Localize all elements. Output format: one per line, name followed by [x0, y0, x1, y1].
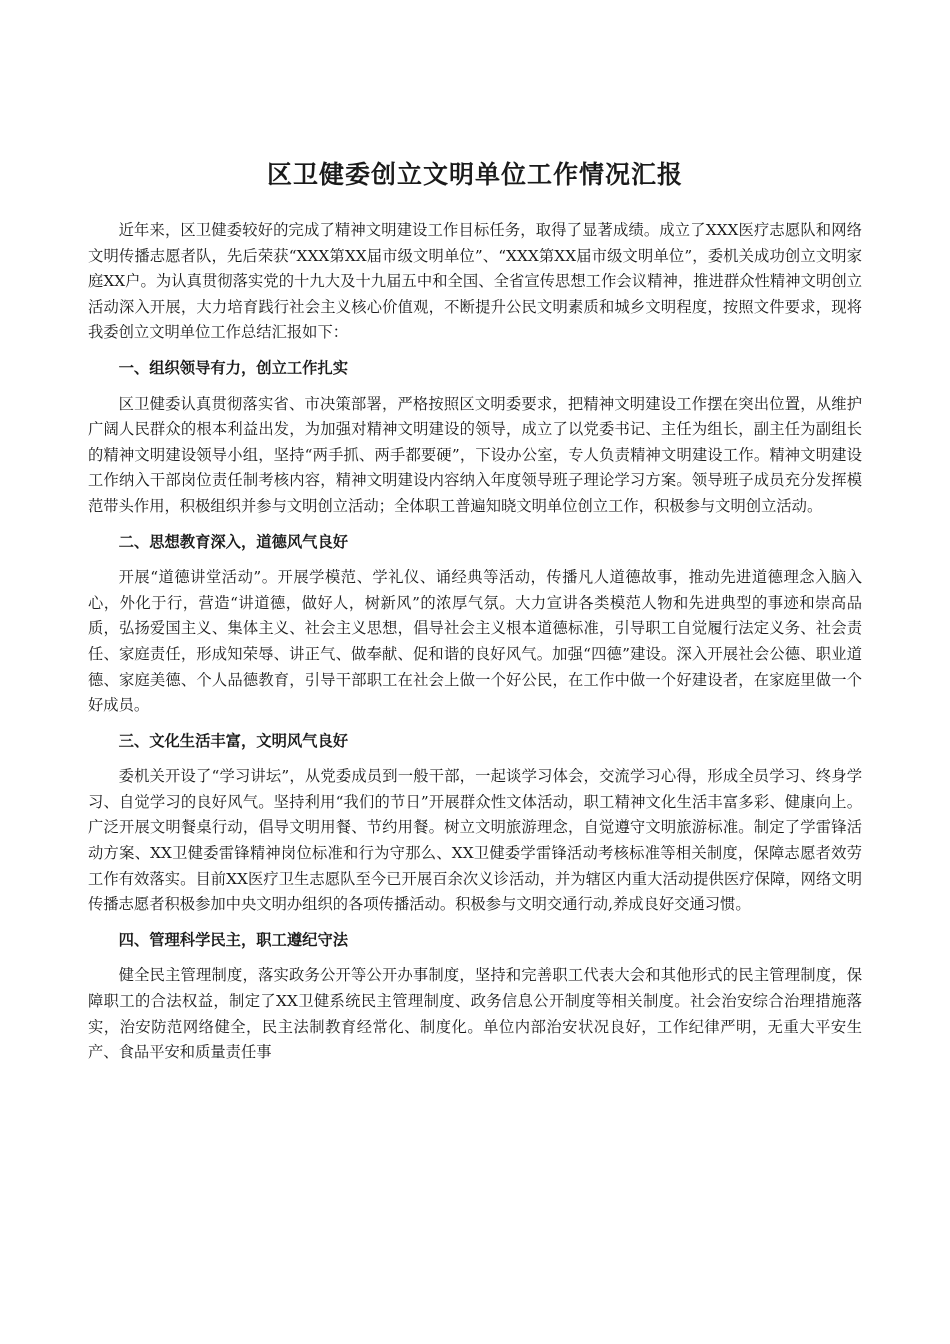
document-title: 区卫健委创立文明单位工作情况汇报 — [266, 160, 683, 189]
section-body-3: 委机关开设了“学习讲坛”，从党委成员到一般干部，一起谈学习体会，交流学习心得，形成全员学习、终身学习、自觉学习的良好风气。坚持利用“我们的节日”开展群众性文体活动，职工精神文化生活丰富多彩、健康向上。广泛开展文明餐桌行动，倡导文明用餐、节约用餐。树立文明旅游理念，自觉遵守文明旅游标准。制定了学雷锋活动方案、XX卫健委雷锋精神岗位标准和行为守那么、XX卫健委学雷锋活动考核标准等相关制度，保障志愿者效劳工作有效落实。目前XX医疗卫生志愿队至今已开展百余次义诊活动，并为辖区内重大活动提供医疗保障，网络文明传播志愿者积极参加中央文明办组织的各项传播活动。积极参与文明交通行动,养成良好交通习惯。 — [88, 767, 862, 914]
section-body-1: 区卫健委认真贯彻落实省、市决策部署，严格按照区文明委要求，把精神文明建设工作摆在突出位置，从维护广阔人民群众的根本利益出发，为加强对精神文明建设的领导，成立了以党委书记、主任为组长，副主任为副组长的精神文明建设领导小组，坚持“两手抓、两手都要硬”，下设办公室，专人负责精神文明建设工作。精神文明建设工作纳入干部岗位责任制考核内容，精神文明建设内容纳入年度领导班子理论学习方案。领导班子成员充分发挥模范带头作用，积极组织并参与文明创立活动；全体职工普遍知晓文明单位创立工作，积极参与文明创立活动。 — [88, 394, 862, 515]
section-heading-3: 三、文化生活丰富，文明风气良好 — [118, 731, 349, 750]
section-heading-4: 四、管理科学民主，职工遵纪守法 — [118, 930, 349, 949]
document-page — [88, 158, 862, 1066]
section-body-2: 开展“道德讲堂活动”。开展学模范、学礼仪、诵经典等活动，传播凡人道德故事，推动先进道德理念入脑入心，外化于行，营造“讲道德，做好人，树新风”的浓厚气氛。大力宣讲各类模范人物和先进典型的事迹和崇高品质，弘扬爱国主义、集体主义、社会主义思想，倡导社会主义根本道德标准，引导职工自觉履行法定义务、社会责任、家庭责任，形成知荣辱、讲正气、做奉献、促和谐的良好风气。加强“四德”建设。深入开展社会公德、职业道德、家庭美德、个人品德教育，引导干部职工在社会上做一个好公民，在工作中做一个好建设者，在家庭里做一个好成员。 — [88, 568, 862, 715]
section-body-4: 健全民主管理制度，落实政务公开等公开办事制度，坚持和完善职工代表大会和其他形式的民主管理制度，保障职工的合法权益，制定了XX卫健系统民主管理制度、政务信息公开制度等相关制度。社会治安综合治理措施落实，治安防范网络健全，民主法制教育经常化、制度化。单位内部治安状况良好，工作纪律严明，无重大平安生产、食品平安和质量责任事 — [88, 966, 862, 1062]
section-heading-1: 一、组织领导有力，创立工作扎实 — [118, 358, 349, 377]
section-heading-2: 二、思想教育深入，道德风气良好 — [118, 532, 349, 551]
intro-paragraph: 近年来，区卫健委较好的完成了精神文明建设工作目标任务，取得了显著成绩。成立了XXX医疗志愿队和网络文明传播志愿者队，先后荣获“XXX第XX届市级文明单位”、“XXX第XX届市级文明单位”，委机关成功创立文明家庭XX户。为认真贯彻落实党的十九大及十九届五中和全国、全省宣传思想工作会议精神，推进群众性精神文明创立活动深入开展，大力培育践行社会主义核心价值观，不断提升公民文明素质和城乡文明程度，按照文件要求，现将我委创立文明单位工作总结汇报如下： — [88, 221, 862, 342]
